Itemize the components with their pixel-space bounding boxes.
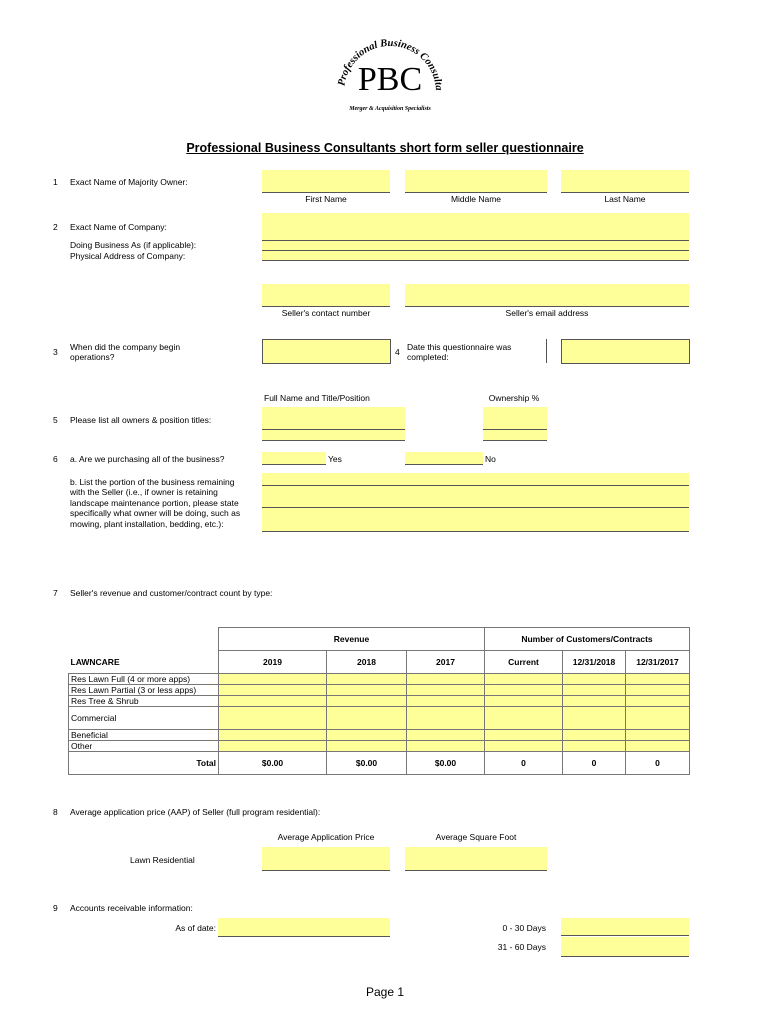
cell-input[interactable] [219,696,327,707]
row-label: Other [69,741,219,752]
table-row [69,707,690,730]
revenue-table [68,627,690,775]
total-value: 0 [485,752,563,775]
row-label: Res Lawn Partial (3 or less apps) [69,685,219,696]
logo-arc-text: Professional Business Consulta [336,37,445,92]
q3-label-line1: When did the company begin [70,342,181,352]
lawn-residential-label: Lawn Residential [130,855,195,865]
q6b-line4: specifically what owner will be doing, such as [70,508,241,518]
cell-input[interactable] [219,707,327,730]
cell-input[interactable] [327,707,407,730]
q7-label: Seller's revenue and customer/contract count by type: [70,588,273,598]
q1-label: Exact Name of Majority Owner: [70,177,188,187]
cell-input[interactable] [626,707,690,730]
table-row [69,685,690,696]
cell-input[interactable] [219,741,327,752]
cell-input[interactable] [626,674,690,685]
cell-input[interactable] [485,707,563,730]
cell-input[interactable] [407,696,485,707]
cell-input[interactable] [485,696,563,707]
cell-input[interactable] [327,730,407,741]
lawncare-header: LAWNCARE [70,656,120,667]
ownership-input-2[interactable] [483,430,547,441]
cell-input[interactable] [563,741,626,752]
cell-input[interactable] [563,685,626,696]
ar-0-30-label: 0 - 30 Days [502,923,546,933]
total-row [69,752,690,775]
total-label: Total [69,752,219,775]
total-value: 0 [626,752,690,775]
q5-number: 5 [53,415,58,425]
email-caption: Seller's email address [505,308,589,318]
row-label: Commercial [69,707,219,730]
q5-label: Please list all owners & position titles: [70,415,212,425]
first-name-caption: First Name [305,194,347,204]
page-title: Professional Business Consultants short form seller questionnaire [186,141,584,155]
cell-input[interactable] [407,674,485,685]
as-of-label: As of date: [175,923,216,933]
last-name-caption: Last Name [604,194,646,204]
cell-input[interactable] [407,685,485,696]
q3-label-line2: operations? [70,352,115,362]
dba-input[interactable] [262,241,689,251]
total-value: 0 [563,752,626,775]
q1-number: 1 [53,177,58,187]
q4-number: 4 [395,347,400,357]
remaining-portion-input-1[interactable] [262,473,689,486]
table-corner [69,628,219,651]
cell-input[interactable] [485,674,563,685]
col-header: 12/31/2017 [626,651,690,674]
address-input[interactable] [262,251,689,261]
q6b-line5: mowing, plant installation, bedding, etc.): [70,519,224,529]
ownership-input-1[interactable] [483,407,547,430]
ar-0-30-input[interactable] [561,918,689,936]
table-row [69,741,690,752]
cell-input[interactable] [219,685,327,696]
q6a-label: a. Are we purchasing all of the business? [70,454,225,464]
ar-31-60-input[interactable] [561,937,689,957]
owner-middle-name-input[interactable] [405,170,547,193]
start-date-input[interactable] [262,339,391,364]
col-header: 2019 [219,651,327,674]
cell-input[interactable] [563,707,626,730]
row-label: Res Tree & Shrub [69,696,219,707]
email-input[interactable] [405,284,689,307]
q9-number: 9 [53,903,58,913]
cell-input[interactable] [407,741,485,752]
ownership-header: Ownership % [488,393,540,403]
q4-label-line2: completed: [407,352,449,362]
total-value: $0.00 [327,752,407,775]
cell-input[interactable] [563,696,626,707]
cell-input[interactable] [563,674,626,685]
q6b-line3: landscape maintenance portion, please state [70,498,239,508]
q4-divider [546,339,547,363]
q4-label-line1: Date this questionnaire was [407,342,512,352]
q6b-line1: b. List the portion of the business remaining [70,477,235,487]
owner-first-name-input[interactable] [262,170,390,193]
yes-label: Yes [328,454,342,464]
logo-tagline: Merger & Acquisition Specialists [349,106,431,112]
cell-input[interactable] [563,730,626,741]
no-label: No [485,454,496,464]
cell-input[interactable] [407,730,485,741]
cell-input[interactable] [219,674,327,685]
as-of-date-input[interactable] [218,918,390,937]
sqft-input[interactable] [405,847,547,871]
aap-header: Average Application Price [277,832,375,842]
q7-number: 7 [53,588,58,598]
q8-number: 8 [53,807,58,817]
contact-number-input[interactable] [262,284,390,307]
aap-input[interactable] [262,847,390,871]
table-row [69,730,690,741]
page-number: Page 1 [365,985,405,999]
row-label: Res Lawn Full (4 or more apps) [69,674,219,685]
remaining-portion-input-2[interactable] [262,486,689,508]
q2-number: 2 [53,222,58,232]
total-value: $0.00 [407,752,485,775]
owner-name-input-2[interactable] [262,430,405,441]
cell-input[interactable] [219,730,327,741]
ar-31-60-label: 31 - 60 Days [497,942,546,952]
q3-number: 3 [53,347,58,357]
dba-label: Doing Business As (if applicable): [70,240,197,250]
cell-input[interactable] [327,685,407,696]
completed-date-input[interactable] [561,339,690,364]
q6b-line2: with the Seller (i.e., if owner is retaining [70,487,218,497]
owner-name-input-1[interactable] [262,407,405,430]
q8-label: Average application price (AAP) of Seller (full program residential): [70,807,321,817]
q2-label: Exact Name of Company: [70,222,167,232]
cell-input[interactable] [485,741,563,752]
col-header: Current [485,651,563,674]
owners-name-header: Full Name and Title/Position [264,393,370,403]
cell-input[interactable] [407,707,485,730]
cell-input[interactable] [626,696,690,707]
cell-input[interactable] [626,741,690,752]
q9-label: Accounts receivable information: [70,903,193,913]
contact-number-caption: Seller's contact number [281,308,371,318]
col-header: 2018 [327,651,407,674]
table-row [69,696,690,707]
address-label: Physical Address of Company: [70,251,186,261]
logo-initials: PBC [357,61,423,98]
middle-name-caption: Middle Name [450,194,502,204]
sqft-header: Average Square Foot [435,832,517,842]
table-row [69,674,690,685]
cell-input[interactable] [626,685,690,696]
cell-input[interactable] [327,696,407,707]
total-value: $0.00 [219,752,327,775]
cell-input[interactable] [327,741,407,752]
owner-last-name-input[interactable] [561,170,689,193]
q6-number: 6 [53,454,58,464]
customers-header: Number of Customers/Contracts [485,628,690,651]
row-label: Beneficial [69,730,219,741]
company-logo [330,30,450,120]
cell-input[interactable] [626,730,690,741]
company-name-input[interactable] [262,213,689,241]
col-header: 12/31/2018 [563,651,626,674]
remaining-portion-input-3[interactable] [262,508,689,532]
cell-input[interactable] [485,685,563,696]
col-header: 2017 [407,651,485,674]
cell-input[interactable] [485,730,563,741]
cell-input[interactable] [327,674,407,685]
purchase-no-input[interactable] [405,452,483,465]
purchase-yes-input[interactable] [262,452,326,465]
revenue-header: Revenue [219,628,485,651]
